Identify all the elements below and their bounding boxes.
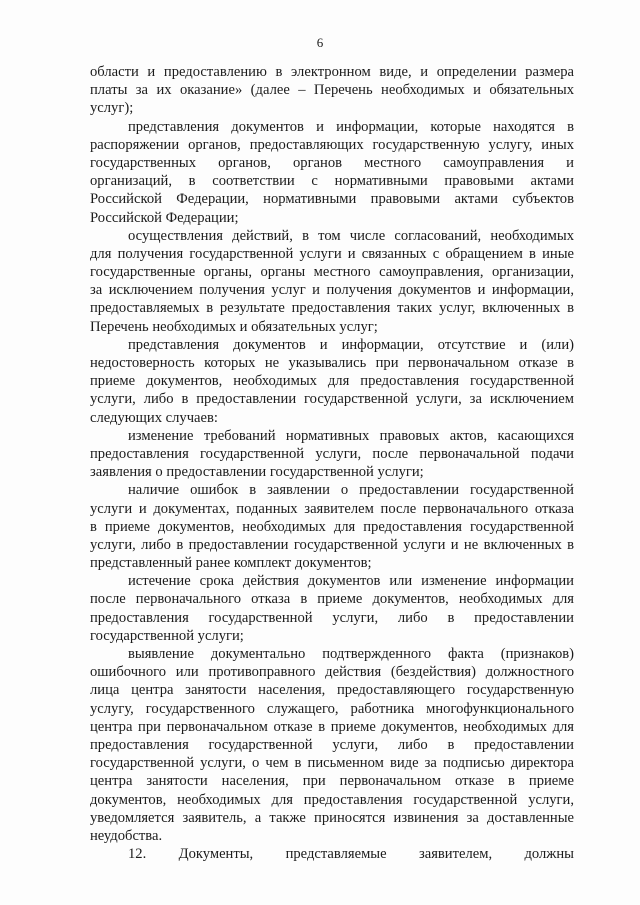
text-line: услуги и документах, поданных заявителем после первоначального отказа [90,500,574,517]
text-line: услуги, либо в предоставлении государственной услуги, за исключением [90,391,574,408]
text-line: заявления о предоставлении государственной услуги; [90,464,424,481]
text-line: распоряжении органов, предоставляющих государственную услугу, иных [90,136,574,153]
text-line: в приеме документов, необходимых для предоставления государственной [90,518,574,535]
text-line: услуг); [90,100,134,117]
text-line: предоставления государственной услуги, после первоначальной подачи [90,445,574,462]
text-line: представления документов и информации, которые находятся в [128,118,574,135]
text-line: государственные органы, органы местного самоуправления, организации, [90,264,574,281]
text-line: за исключением получения услуг и получения документов и информации, [90,282,574,299]
text-line: следующих случаев: [90,409,218,426]
text-line: Российской Федерации; [90,209,239,226]
text-line: для получения государственной услуги и связанных с обращением в иные [90,245,574,262]
text-line: центра занятости населения, при первоначальном отказе в приеме [90,773,574,790]
text-line: наличие ошибок в заявлении о предоставлении государственной [128,482,574,499]
text-line: Российской Федерации, нормативными правовыми актами субъектов [90,191,574,208]
text-line: уведомляется заявитель, а также приносятся извинения за доставленные [90,809,574,826]
text-line: выявление документально подтвержденного факта (признаков) [128,646,574,662]
text-line: центра при первоначальном отказе в приеме документов, необходимых для [90,718,574,735]
text-line: представления документов и информации, отсутствие и (или) [128,336,574,353]
page-number: 6 [316,35,324,50]
text-line: после первоначального отказа в приеме документов, необходимых для [90,591,574,608]
text-line: государственной услуги, о чем в письменном виде за подписью директора [90,755,574,772]
text-line: предоставления государственной услуги, либо в предоставлении [90,736,574,753]
text-line: осуществления действий, в том числе согласований, необходимых [128,227,574,244]
text-line: неудобства. [90,827,163,844]
text-line: изменение требований нормативных правовых актов, касающихся [128,427,574,444]
text-line: ошибочного или противоправного действия (бездействия) должностного [90,664,574,681]
text-line: Перечень необходимых и обязательных услуг; [90,318,378,335]
text-line: предоставления государственной услуги, либо в предоставлении [90,609,574,626]
text-line: документов, необходимых для предоставления государственной услуги, [90,791,574,808]
body-text [90,63,574,863]
text-line: услуги, либо в предоставлении государственной услуги и не включенных в [90,536,574,553]
text-line: государственных органов, органов местного самоуправления и [90,154,574,171]
text-line: предоставляемых в результате предоставления таких услуг, включенных в [90,300,574,317]
text-line: организаций, в соответствии с нормативными правовыми актами [90,173,574,190]
text-line: истечение срока действия документов или изменение информации [128,573,574,590]
text-line: приеме документов, необходимых для предоставления государственной [90,373,574,390]
text-line: лица центра занятости населения, предоставляющего государственную [90,682,574,699]
text-line: платы за их оказание» (далее – Перечень необходимых и обязательных [90,82,574,99]
text-line: области и предоставлению в электронном виде, и определении размера [90,64,574,80]
text-line: недостоверность которых не указывались при первоначальном отказе в [90,355,574,371]
text-line: 12. Документы, представляемые заявителем, должны [128,846,574,863]
text-line: услугу, государственного служащего, работника многофункционального [90,700,574,717]
text-line: представленный ранее комплект документов; [90,555,372,572]
text-line: государственной услуги; [90,627,244,644]
